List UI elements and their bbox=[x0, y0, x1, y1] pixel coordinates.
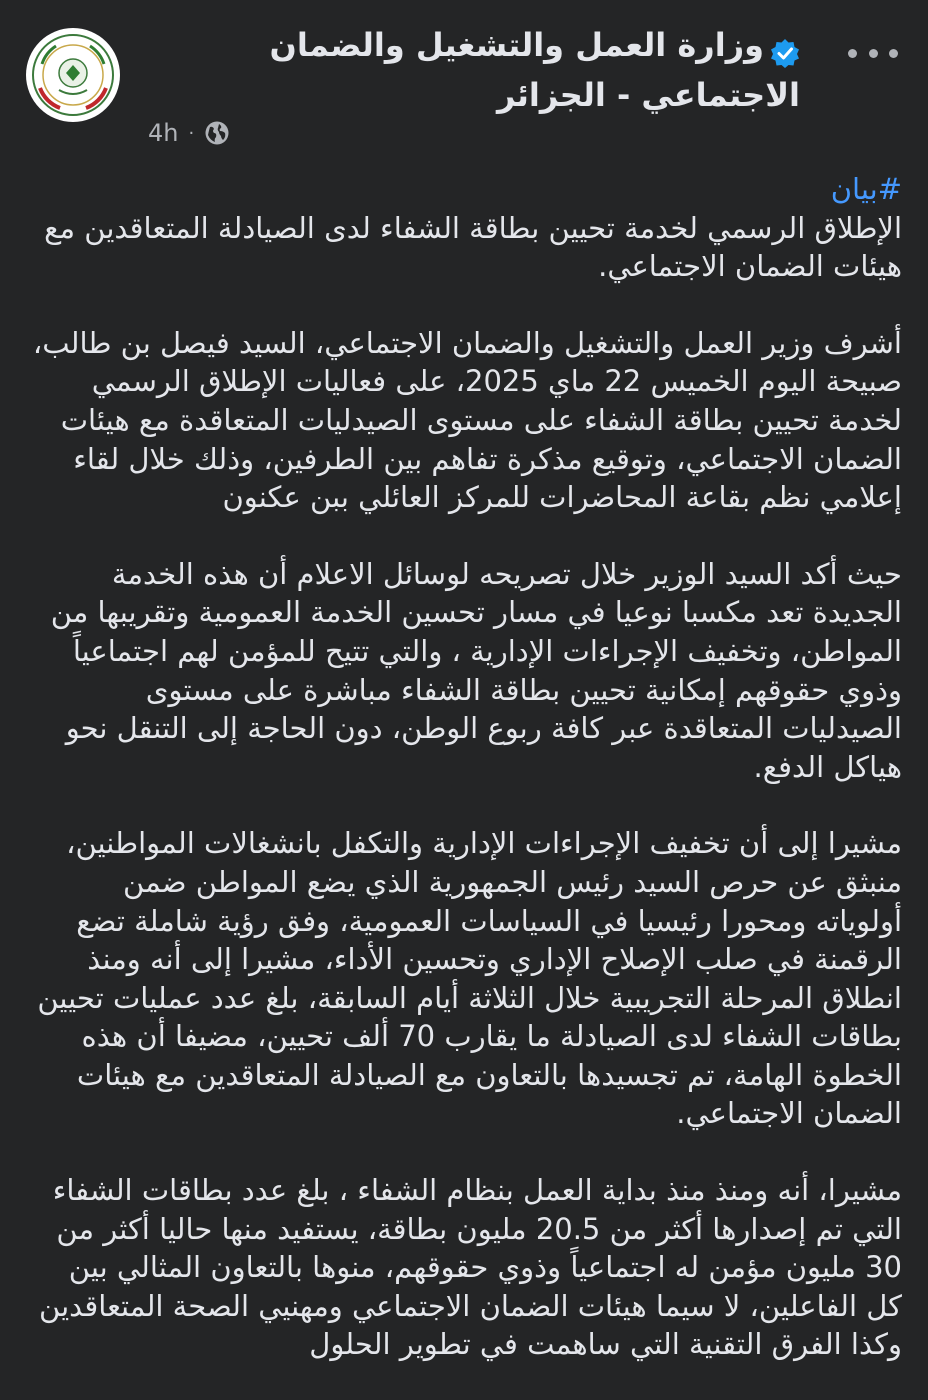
more-options-button[interactable] bbox=[848, 38, 898, 68]
more-dot-icon bbox=[869, 49, 878, 58]
post-paragraph: مشيرا إلى أن تخفيف الإجراءات الإدارية والتكفل بانشغالات المواطنين، منبثق عن حرص السيد رئيس الجمهورية الذي يضع المواطن ضمن أولوياته ومحورا رئيسيا في السياسات العمومية، وفق رؤية شاملة تضع الرقمنة في صلب الإصلاح الإداري وتحسين الأداء، مشيرا إلى أنه ومنذ انطلاق المرحلة التجريبية خلال الثلاثة أيام السابقة، بلغ عدد عمليات تحيين بطاقات الشفاء لدى الصيادلة ما يقارب 70 ألف تحيين، مضيفا أن هذه الخطوة الهامة، تم تجسيدها بالتعاون مع الصيادلة المتعاقدين مع هيئات الضمان الاجتماعي. bbox=[37, 826, 902, 1131]
post-paragraph: حيث أكد السيد الوزير خلال تصريحه لوسائل الاعلام أن هذه الخدمة الجديدة تعد مكسبا نوعيا في مسار تحسين الخدمة العمومية وتقريبها من المواطن، وتخفيف الإجراءات الإدارية ، والتي تتيح للمؤمن لهم اجتماعياً وذوي حقوقهم إمكانية تحيين بطاقة الشفاء مباشرة على مستوى الصيدليات المتعاقدة عبر كافة ربوع الوطن، دون الحاجة إلى التنقل نحو هياكل الدفع. bbox=[50, 556, 902, 784]
post-header bbox=[0, 0, 928, 160]
globe-icon[interactable] bbox=[204, 120, 230, 146]
hashtag-link[interactable]: #بيان bbox=[830, 172, 902, 206]
ministry-logo-icon bbox=[26, 28, 120, 122]
page-name[interactable] bbox=[150, 20, 800, 120]
more-dot-icon bbox=[889, 49, 898, 58]
post-paragraph: مشيرا، أنه ومنذ منذ بداية العمل بنظام الشفاء ، بلغ عدد بطاقات الشفاء التي تم إصدارها أكثر من 20.5 مليون بطاقة، يستفيد منها حاليا أكثر من 30 مليون مؤمن له اجتماعياً وذوي حقوقهم، منوها بالتعاون المثالي بين كل الفاعلين، لا سيما هيئات الضمان الاجتماعي ومهنيي الصحة المتعاقدين وكذا الفرق التقنية التي ساهمت في تطوير الحلول bbox=[39, 1173, 902, 1362]
paragraph-gap bbox=[30, 286, 902, 324]
paragraph-gap bbox=[30, 517, 902, 555]
post-paragraph: أشرف وزير العمل والتشغيل والضمان الاجتماعي، السيد فيصل بن طالب، صبيحة اليوم الخميس 22 ماي 2025، على فعاليات الإطلاق الرسمي لخدمة تحيين بطاقة الشفاء على مستوى الصيدليات المتعاقدة مع هيئات الضمان الاجتماعي، وتوقيع مذكرة تفاهم بين الطرفين، وذلك خلال لقاء إعلامي نظم بقاعة المحاضرات للمركز العائلي ببن عكنون bbox=[32, 325, 902, 515]
more-dot-icon bbox=[848, 49, 857, 58]
paragraph-gap bbox=[30, 786, 902, 824]
post-title: الإطلاق الرسمي لخدمة تحيين بطاقة الشفاء لدى الصيادلة المتعاقدين مع هيئات الضمان الاجتماعي. bbox=[44, 210, 902, 284]
post-meta bbox=[148, 116, 230, 150]
paragraph-gap bbox=[30, 1133, 902, 1171]
post-body bbox=[30, 170, 902, 1364]
page-avatar[interactable] bbox=[26, 28, 120, 122]
page-name-text: وزارة العمل والتشغيل والضمان الاجتماعي - الجزائر bbox=[269, 26, 800, 114]
verified-badge-icon bbox=[770, 32, 800, 62]
meta-separator: · bbox=[188, 122, 195, 144]
post-time[interactable]: 4h bbox=[148, 119, 179, 147]
